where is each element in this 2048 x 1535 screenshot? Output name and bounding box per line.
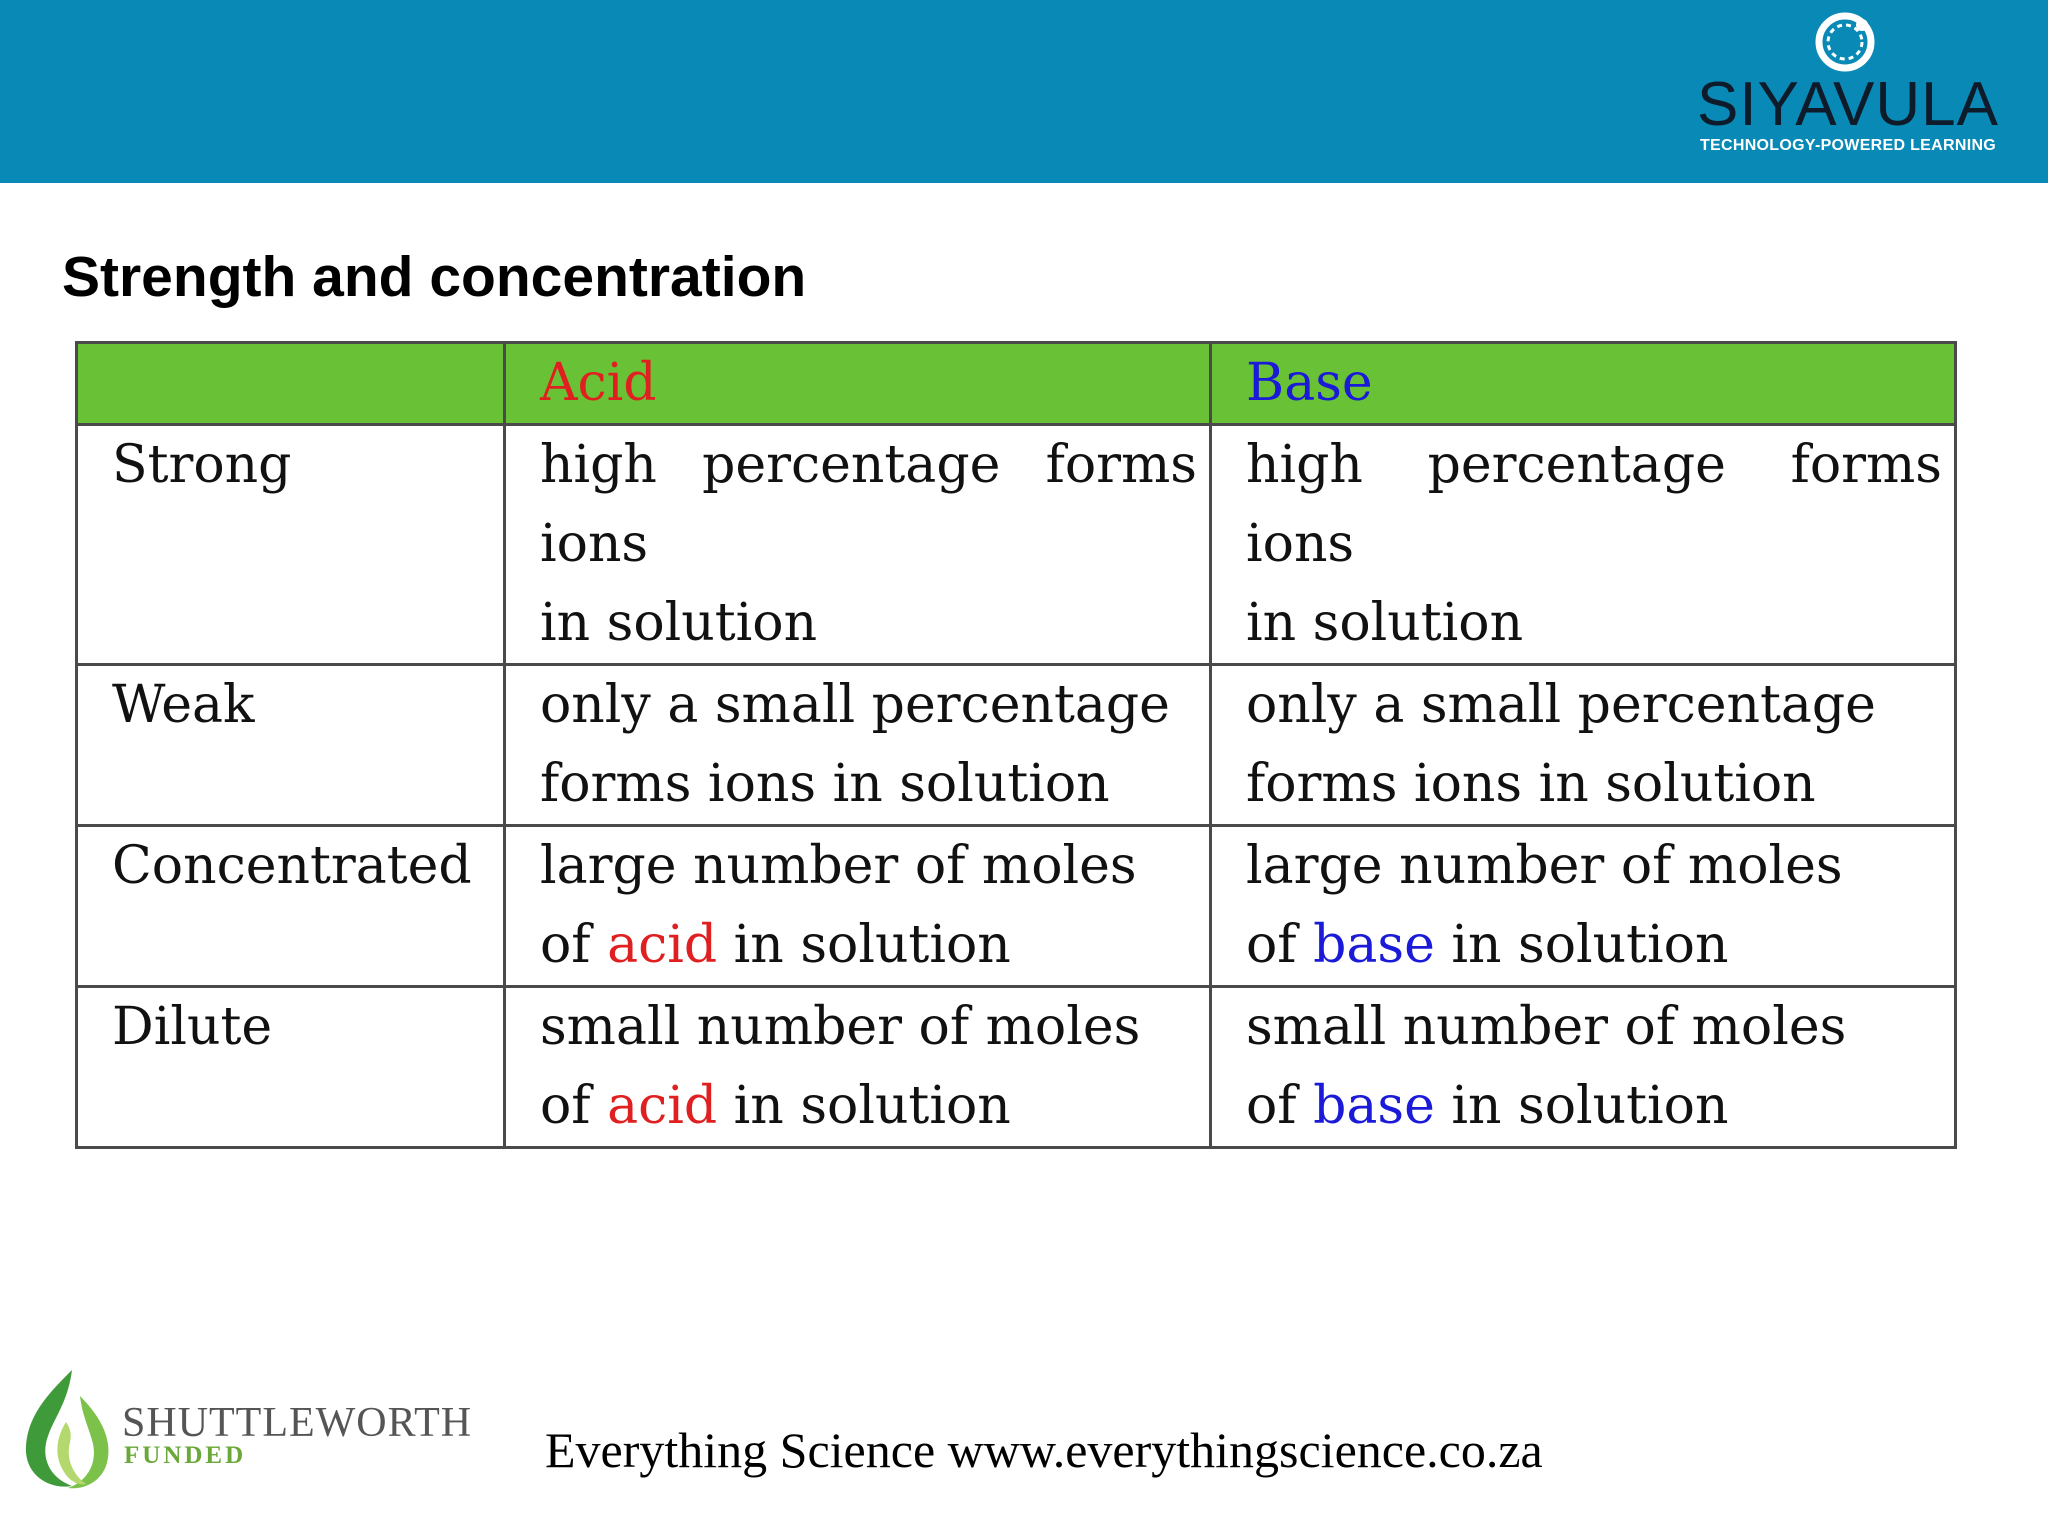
strong-base-line-1 [1246, 426, 1942, 505]
concentrated-base-line-1: large number of moles [1246, 836, 1843, 896]
brand-tagline: TECHNOLOGY-POWERED LEARNING [1699, 137, 1997, 154]
concentrated-base-cell [1211, 826, 1956, 987]
word: percentage [1427, 435, 1726, 495]
concentrated-acid-line-2 [540, 906, 1197, 985]
weak-acid-line-1: only a small percentage [540, 675, 1170, 735]
dilute-base-line-2 [1246, 1067, 1942, 1146]
table-row-dilute [77, 987, 1956, 1148]
strong-acid-line-2: ions [540, 514, 649, 574]
concentrated-acid-line-1: large number of moles [540, 836, 1137, 896]
page-title: Strength and concentration [62, 245, 807, 309]
dilute-acid-line-2 [540, 1067, 1197, 1146]
dilute-base-line-1: small number of moles [1246, 997, 1847, 1057]
text-part: in solution [717, 1076, 1011, 1136]
footer-credit: Everything Science www.everythingscience.co.za [545, 1422, 1543, 1478]
dilute-base-cell [1211, 987, 1956, 1148]
row-label-dilute: Dilute [77, 987, 505, 1148]
weak-acid-line-2: forms ions in solution [540, 754, 1110, 814]
acid-keyword: acid [607, 1076, 718, 1136]
strong-base-line-3: in solution [1246, 593, 1524, 653]
header-row [77, 343, 1956, 425]
word: high [1246, 435, 1363, 495]
row-label-weak: Weak [77, 665, 505, 826]
corner-header [77, 343, 505, 425]
comparison-table-wrap [75, 341, 1957, 1149]
table-row-weak [77, 665, 1956, 826]
text-part: of [1246, 1076, 1314, 1136]
table-row-concentrated [77, 826, 1956, 987]
text-part: in solution [1434, 1076, 1729, 1136]
strong-base-line-2: ions [1246, 514, 1355, 574]
siyavula-ring-icon [1811, 8, 1879, 76]
text-part: of [540, 1076, 608, 1136]
text-part: of [1246, 915, 1314, 975]
flame-leaf-icon [10, 1362, 120, 1492]
table-row-strong [77, 425, 1956, 665]
word: forms [1790, 435, 1942, 495]
acid-keyword: acid [607, 915, 718, 975]
strong-acid-line-3: in solution [540, 593, 818, 653]
weak-base-cell [1211, 665, 1956, 826]
weak-base-line-1: only a small percentage [1246, 675, 1876, 735]
strong-acid-line-1 [540, 426, 1197, 505]
weak-base-line-2: forms ions in solution [1246, 754, 1816, 814]
siyavula-logo [1678, 8, 2018, 158]
weak-acid-cell [505, 665, 1211, 826]
concentrated-acid-cell [505, 826, 1211, 987]
shuttleworth-funded: FUNDED [124, 1442, 247, 1469]
shuttleworth-name: SHUTTLEWORTH [122, 1400, 473, 1446]
base-keyword: base [1313, 915, 1435, 975]
word: forms [1045, 435, 1197, 495]
text-part: in solution [717, 915, 1011, 975]
word: percentage [702, 435, 1001, 495]
dilute-acid-line-1: small number of moles [540, 997, 1141, 1057]
concentrated-base-line-2 [1246, 906, 1942, 985]
strong-base-cell [1211, 425, 1956, 665]
acid-header: Acid [505, 343, 1211, 425]
dilute-acid-cell [505, 987, 1211, 1148]
text-part: in solution [1434, 915, 1729, 975]
row-label-strong: Strong [77, 425, 505, 665]
word: high [540, 435, 657, 495]
base-header: Base [1211, 343, 1956, 425]
text-part: of [540, 915, 608, 975]
strength-concentration-table [75, 341, 1957, 1149]
row-label-concentrated: Concentrated [77, 826, 505, 987]
strong-acid-cell [505, 425, 1211, 665]
base-keyword: base [1313, 1076, 1435, 1136]
brand-name: SIYAVULA [1696, 70, 2000, 139]
top-banner [0, 0, 2048, 183]
shuttleworth-logo [10, 1362, 480, 1492]
